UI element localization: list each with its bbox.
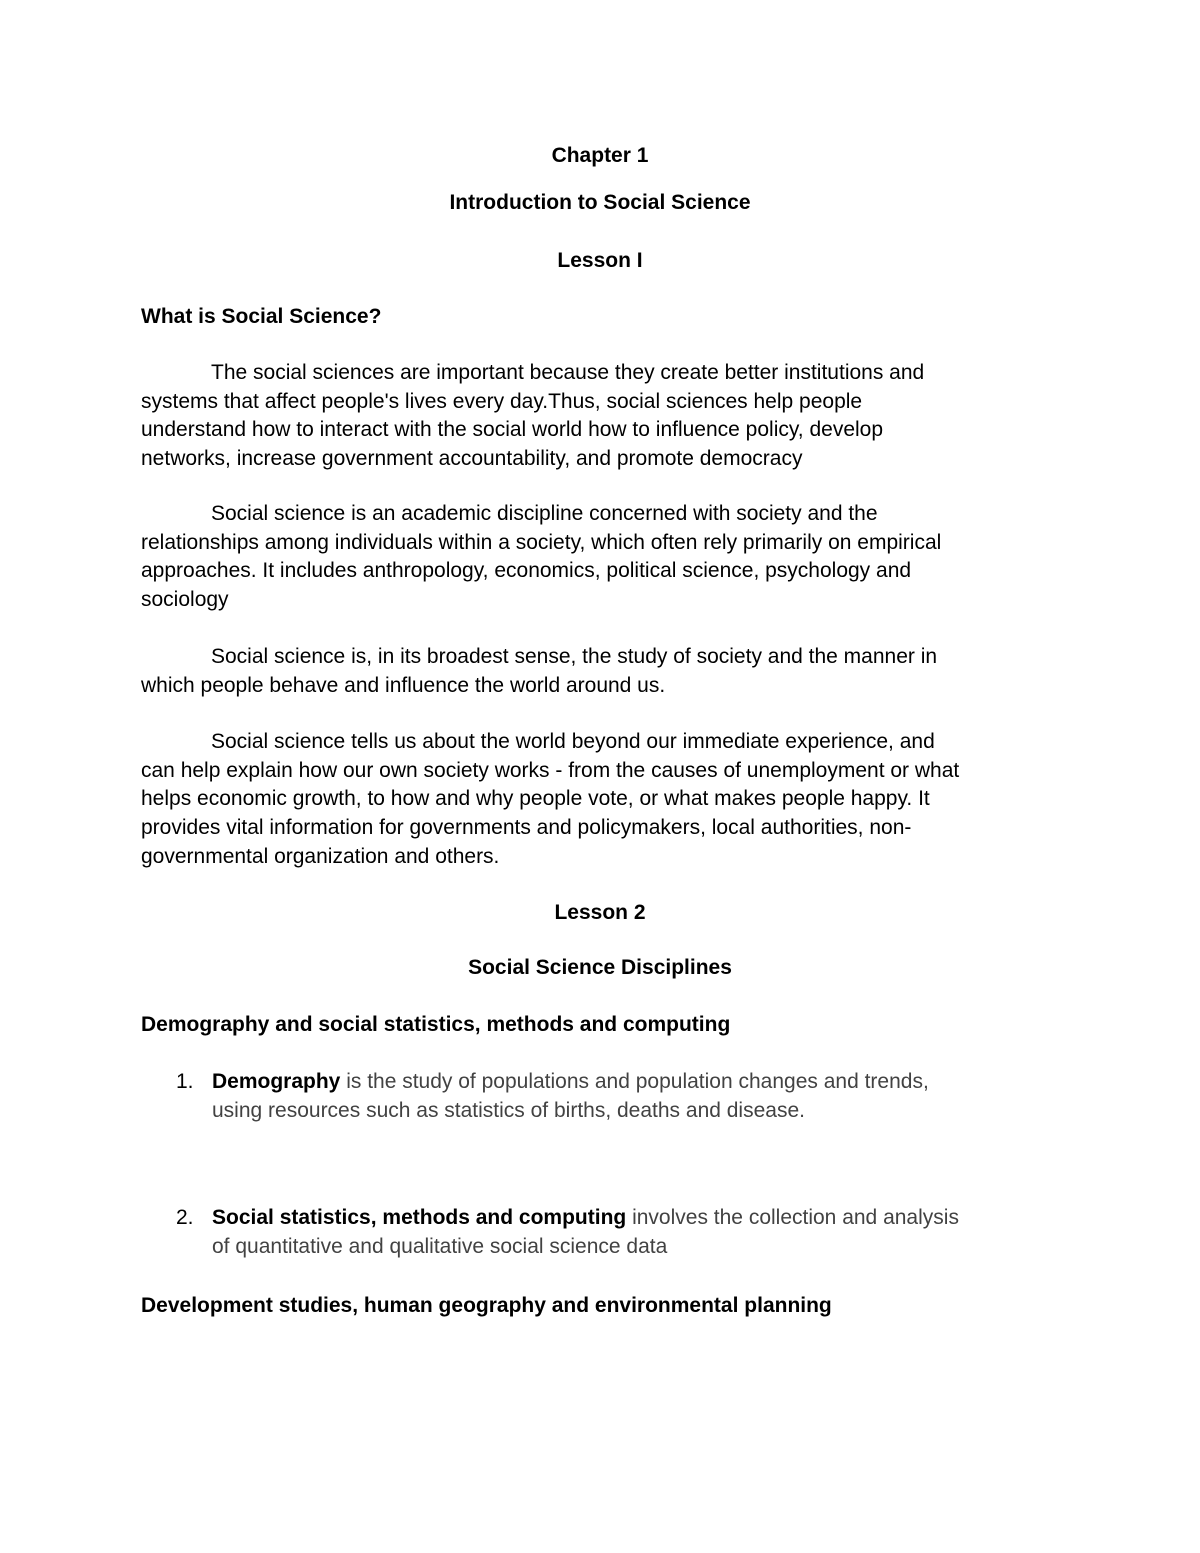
paragraph-definition bbox=[141, 500, 1071, 615]
paragraph-line: Social science tells us about the world beyond our immediate experience, and bbox=[211, 730, 935, 753]
list-item-text: involves the collection and analysis bbox=[626, 1206, 959, 1229]
list-item-text: using resources such as statistics of births, deaths and disease. bbox=[212, 1099, 805, 1122]
list-item-number: 1. bbox=[176, 1070, 194, 1093]
paragraph-line: which people behave and influence the world around us. bbox=[141, 673, 666, 697]
paragraph-line: helps economic growth, to how and why people vote, or what makes people happy. It bbox=[141, 787, 930, 811]
lesson-1-heading: What is Social Science? bbox=[141, 305, 382, 328]
paragraph-line: sociology bbox=[141, 588, 229, 612]
paragraph-line: Social science is an academic discipline concerned with society and the bbox=[211, 502, 878, 525]
paragraph-line: approaches. It includes anthropology, economics, political science, psychology and bbox=[141, 559, 912, 583]
paragraph-importance bbox=[141, 359, 1071, 474]
paragraph-line: can help explain how our own society works - from the causes of unemployment or what bbox=[141, 758, 960, 782]
paragraph-line: governmental organization and others. bbox=[141, 844, 500, 868]
lesson-2-label: Lesson 2 bbox=[554, 901, 646, 924]
paragraph-line: relationships among individuals within a society, which often rely primarily on empirical bbox=[141, 530, 942, 554]
paragraph-broadest-sense bbox=[141, 643, 1071, 700]
paragraph-beyond-experience bbox=[141, 728, 1071, 872]
paragraph-line: provides vital information for governments and policymakers, local authorities, non- bbox=[141, 816, 912, 840]
list-item-text: is the study of populations and population changes and trends, bbox=[340, 1070, 929, 1093]
list-item-term: Social statistics, methods and computing bbox=[212, 1206, 627, 1229]
paragraph-line: Social science is, in its broadest sense, the study of society and the manner in bbox=[211, 645, 938, 668]
paragraph-line: The social sciences are important because they create better institutions and bbox=[211, 361, 925, 384]
list-item-text: of quantitative and qualitative social science data bbox=[212, 1235, 668, 1258]
section-heading-development: Development studies, human geography and environmental planning bbox=[141, 1294, 832, 1317]
chapter-label: Chapter 1 bbox=[551, 144, 649, 167]
paragraph-line: understand how to interact with the social world how to influence policy, develop bbox=[141, 418, 884, 442]
section-heading-demography: Demography and social statistics, methods and computing bbox=[141, 1013, 731, 1036]
chapter-title: Introduction to Social Science bbox=[449, 191, 751, 214]
paragraph-line: networks, increase government accountability, and promote democracy bbox=[141, 447, 803, 471]
lesson-1-label: Lesson I bbox=[557, 249, 643, 272]
list-item-number: 2. bbox=[176, 1206, 194, 1229]
lesson-2-title: Social Science Disciplines bbox=[468, 956, 732, 979]
list-item-term: Demography bbox=[212, 1070, 341, 1093]
paragraph-line: systems that affect people's lives every day.Thus, social sciences help people bbox=[141, 389, 863, 413]
